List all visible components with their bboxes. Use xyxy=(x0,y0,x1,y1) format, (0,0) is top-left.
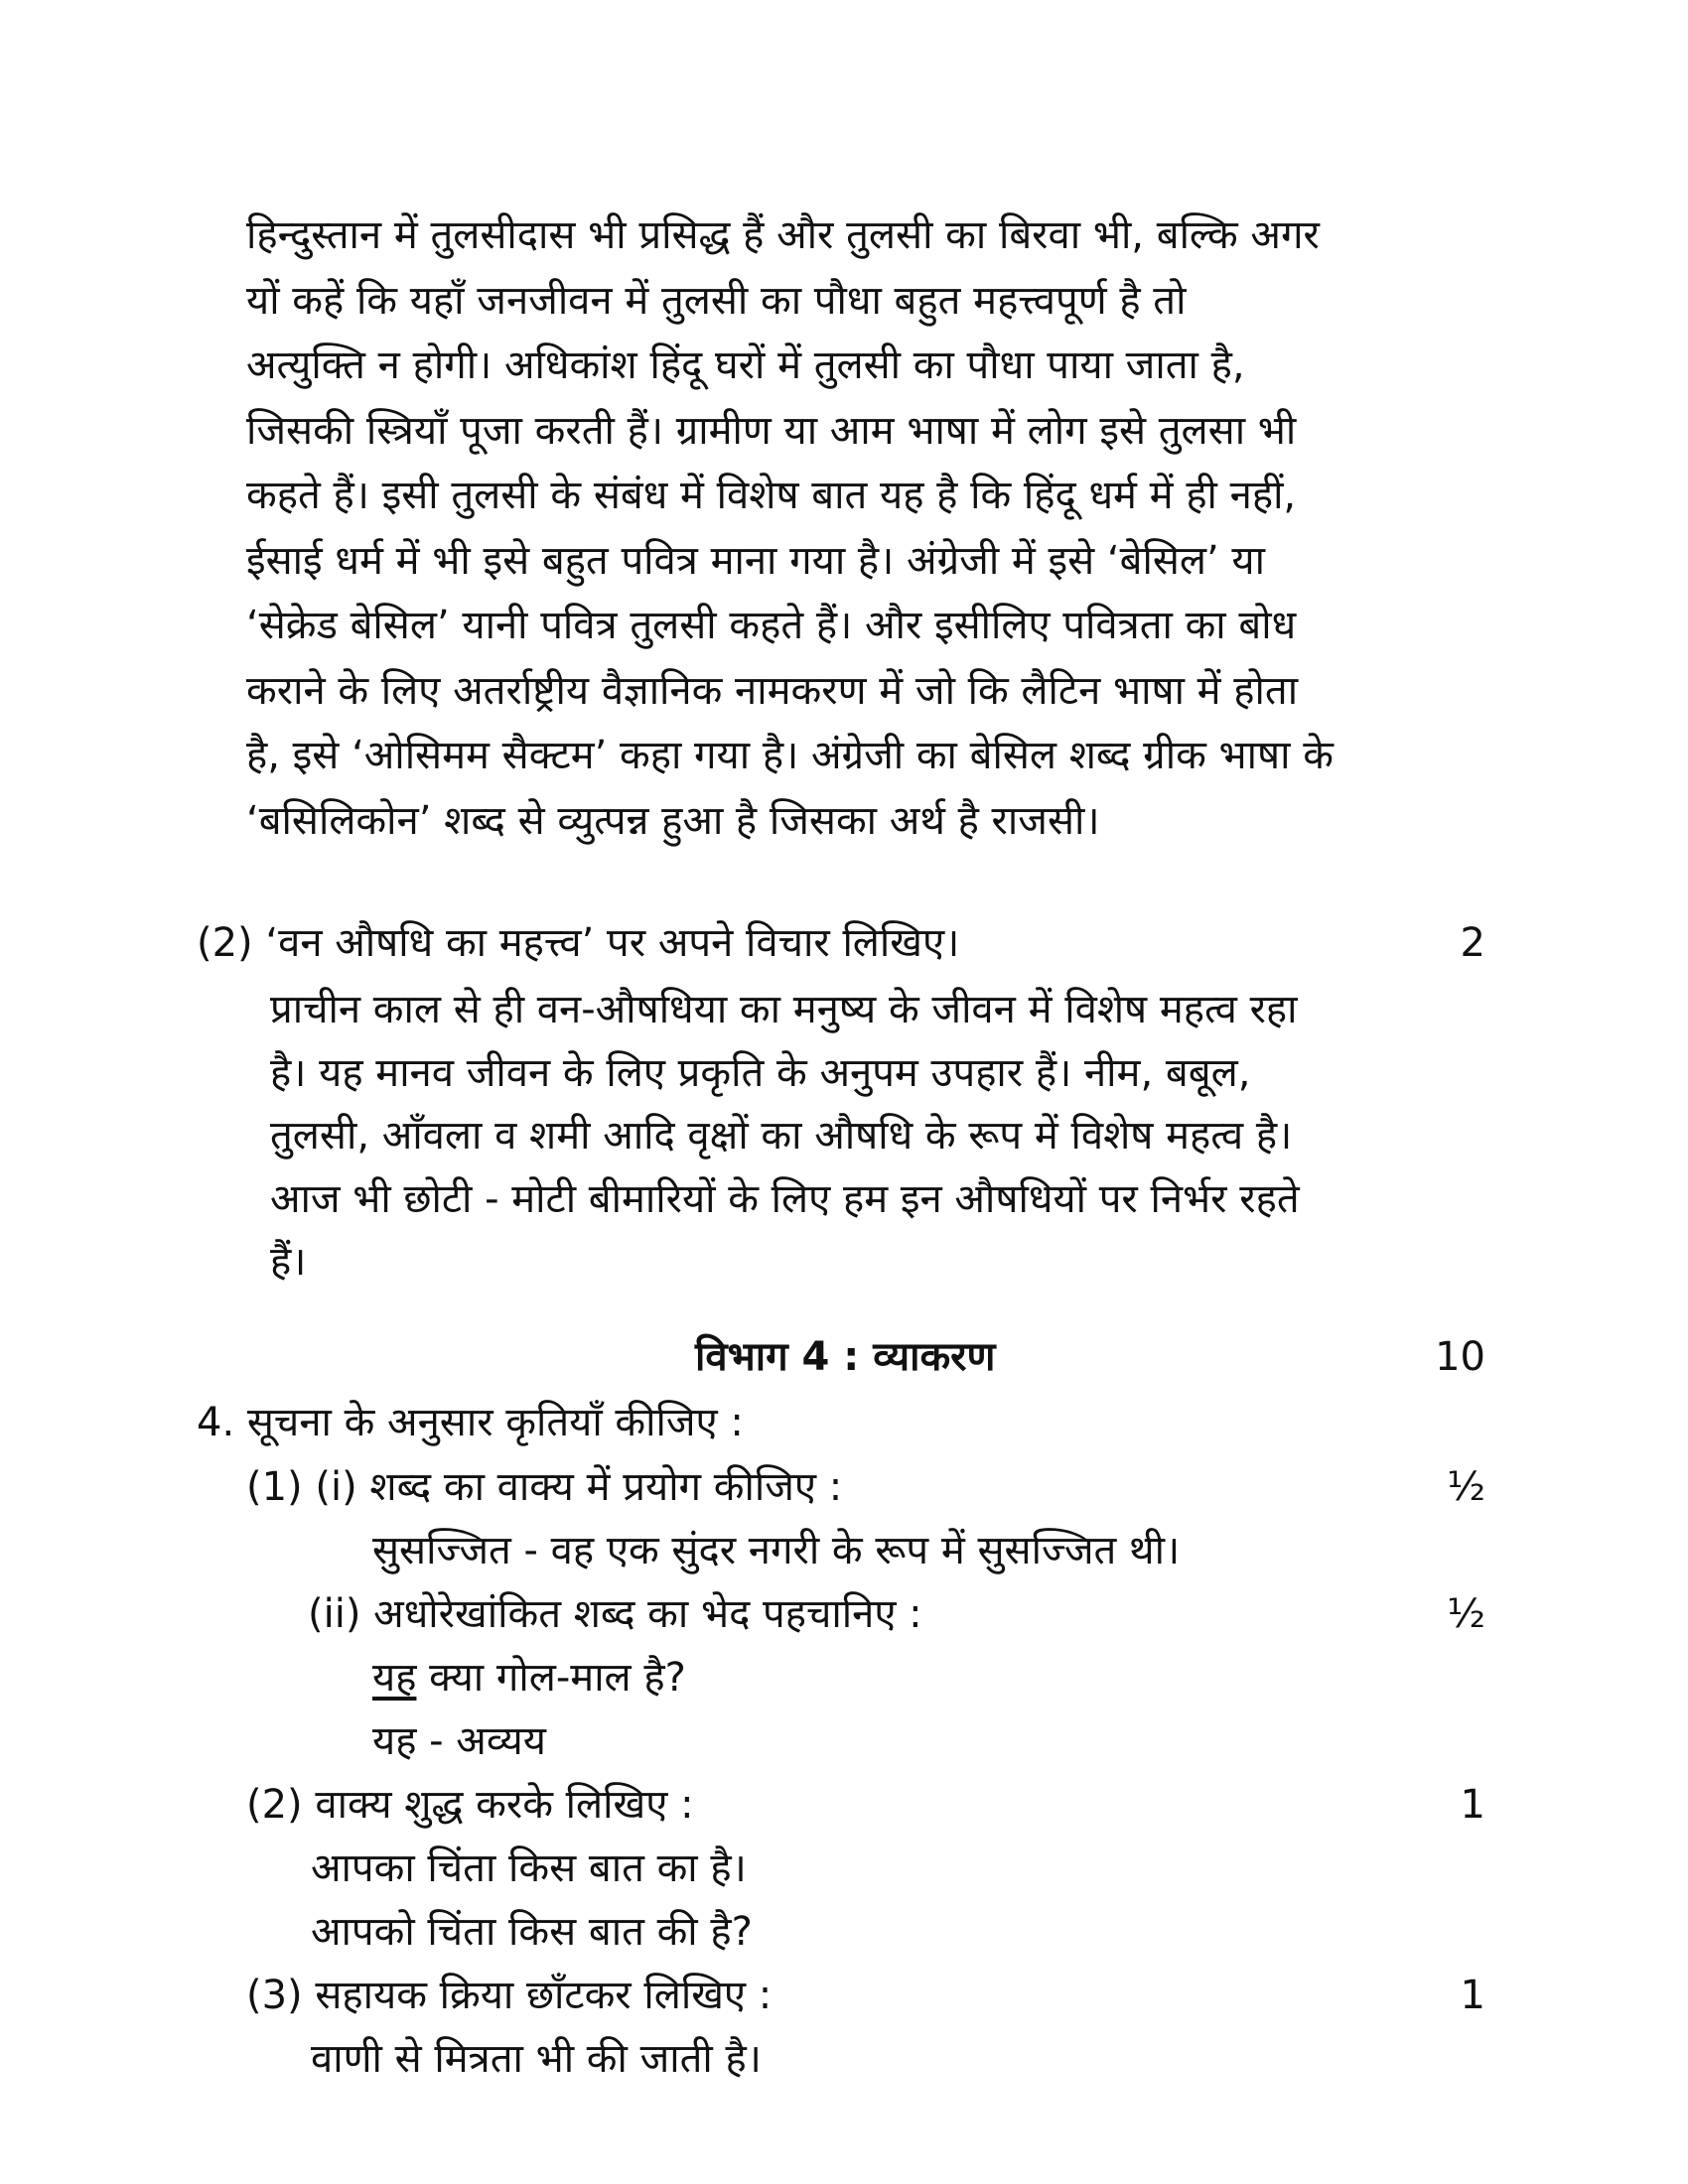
answer-line: हैं। xyxy=(270,1239,307,1285)
passage-line: हिन्दुस्तान में तुलसीदास भी प्रसिद्ध हैं और तुलसी का बिरवा भी, बल्कि अगर xyxy=(246,212,1320,258)
section-mark: 10 xyxy=(1435,1334,1485,1380)
sentence-rest: क्या गोल-माल है? xyxy=(416,1655,686,1701)
question-4-1-i-mark: ½ xyxy=(1447,1464,1485,1510)
question-4-2-wrong-sentence: आपका चिंता किस बात का है। xyxy=(311,1845,747,1891)
passage-tulsi xyxy=(246,204,1468,854)
question-4-1-ii-answer: यह - अव्यय xyxy=(372,1718,546,1764)
question-4-3-label: (3) सहायक क्रिया छाँटकर लिखिए : xyxy=(246,1973,773,2018)
answer-line: प्राचीन काल से ही वन-औषधिया का मनुष्य के जीवन में विशेष महत्व रहा xyxy=(270,987,1298,1032)
passage-line: है, इसे ‘ओसिमम सैक्टम’ कहा गया है। अंग्रेजी का बेसिल शब्द ग्रीक भाषा के xyxy=(246,733,1334,778)
passage-line: ईसाई धर्म में भी इसे बहुत पवित्र माना गया है। अंग्रेजी में इसे ‘बेसिल’ या xyxy=(246,537,1265,584)
question-4-3-sentence: वाणी से मित्रता भी की जाती है। xyxy=(311,2036,762,2082)
passage-line: कराने के लिए अतर्राष्ट्रीय वैज्ञानिक नामकरण में जो कि लैटिन भाषा में होता xyxy=(246,667,1299,714)
question-2-answer xyxy=(270,979,1462,1295)
answer-line: आज भी छोटी - मोटी बीमारियों के लिए हम इन औषधियों पर निर्भर रहते xyxy=(270,1175,1300,1222)
underlined-word: यह xyxy=(372,1655,417,1701)
question-4-1-ii-label: (ii) अधोरेखांकित शब्द का भेद पहचानिए : xyxy=(308,1591,922,1637)
passage-line: जिसकी स्त्रियाँ पूजा करती हैं। ग्रामीण या आम भाषा में लोग इसे तुलसा भी xyxy=(246,407,1297,454)
question-4-3-mark: 1 xyxy=(1460,1973,1485,2018)
passage-line: कहते हैं। इसी तुलसी के संबंध में विशेष बात यह है कि हिंदू धर्म में ही नहीं, xyxy=(246,473,1297,518)
passage-line: यों कहें कि यहाँ जनजीवन में तुलसी का पौधा बहुत महत्त्वपूर्ण है तो xyxy=(246,277,1187,324)
passage-line: ‘सेक्रेड बेसिल’ यानी पवित्र तुलसी कहते हैं। और इसीलिए पवित्रता का बोध xyxy=(246,603,1297,648)
passage-line: ‘बसिलिकोन’ शब्द से व्युत्पन्न हुआ है जिसका अर्थ है राजसी। xyxy=(246,797,1100,844)
answer-line: है। यह मानव जीवन के लिए प्रकृति के अनुपम उपहार हैं। नीम, बबूल, xyxy=(270,1049,1251,1096)
question-2-label: (2) ‘वन औषधि का महत्त्व’ पर अपने विचार लिखिए। xyxy=(197,920,960,966)
question-4-1-ii-mark: ½ xyxy=(1447,1591,1485,1637)
question-4-intro: 4. सूचना के अनुसार कृतियाँ कीजिए : xyxy=(197,1400,744,1445)
question-4-1-i-label: (1) (i) शब्द का वाक्य में प्रयोग कीजिए : xyxy=(246,1464,843,1510)
question-4-1-i-answer: सुसज्जित - वह एक सुंदर नगरी के रूप में सुसज्जित थी। xyxy=(372,1528,1181,1573)
question-4-1-ii-sentence xyxy=(372,1646,686,1709)
question-4-2-label: (2) वाक्य शुद्ध करके लिखिए : xyxy=(246,1782,694,1828)
passage-line: अत्युक्ति न होगी। अधिकांश हिंदू घरों में तुलसी का पौधा पाया जाता है, xyxy=(246,342,1245,388)
answer-line: तुलसी, आँवला व शमी आदि वृक्षों का औषधि के रूप में विशेष महत्व है। xyxy=(270,1113,1293,1159)
question-2-mark: 2 xyxy=(1460,920,1485,966)
question-4-2-mark: 1 xyxy=(1460,1782,1485,1828)
question-4-2-correct-sentence: आपको चिंता किस बात की है? xyxy=(311,1909,753,1955)
section-heading: विभाग 4 : व्याकरण xyxy=(695,1334,996,1380)
